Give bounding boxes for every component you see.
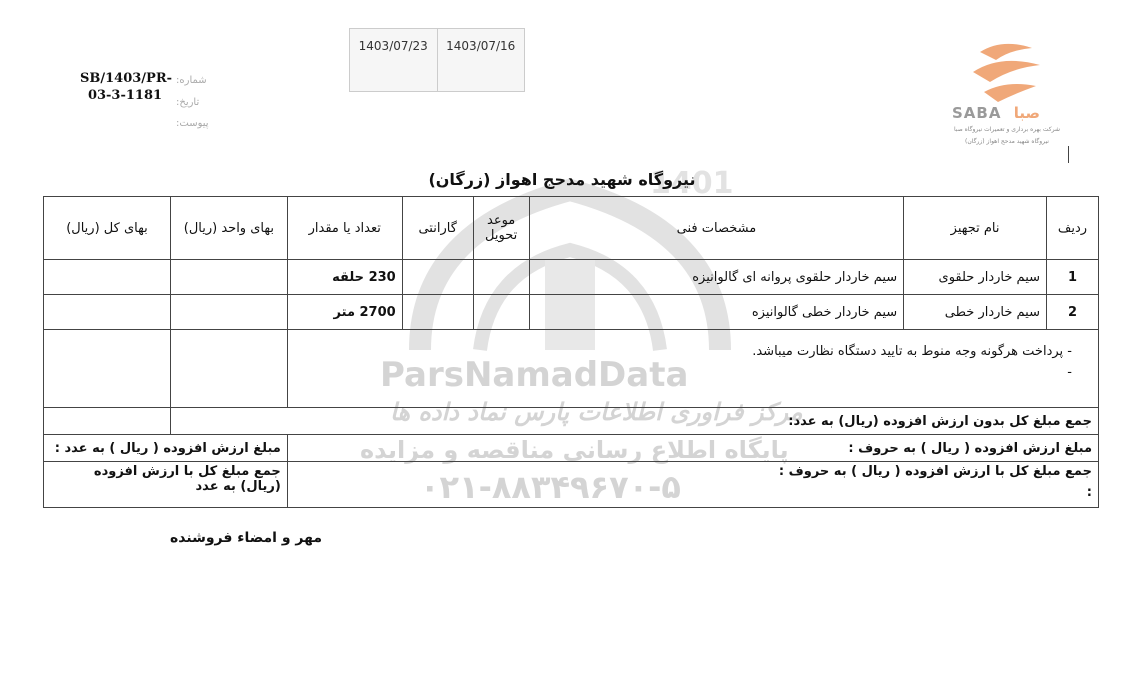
column-header: تعداد یا مقدار <box>287 197 402 260</box>
item-unit-price <box>170 295 287 330</box>
summary-row <box>44 408 1099 435</box>
item-warranty <box>402 260 473 295</box>
column-header: موعد تحویل <box>473 197 529 260</box>
column-header: مشخصات فنی <box>529 197 904 260</box>
date-cell: 1403/07/23 <box>358 39 428 53</box>
logo-brand-fa: صبا <box>1013 104 1040 122</box>
table-row <box>44 260 1099 295</box>
total-without-vat-label: جمع مبلغ کل بدون ارزش افزوده (ریال) به عدد: <box>170 408 1098 435</box>
item-unit-price <box>170 260 287 295</box>
summary-row <box>44 435 1099 462</box>
total-with-vat-digits-label: جمع مبلغ کل با ارزش افزوده (ریال) به عدد <box>44 462 288 508</box>
item-spec: سیم خاردار حلقوی پروانه ای گالوانیزه <box>529 260 904 295</box>
date-box <box>349 28 525 92</box>
item-warranty <box>402 295 473 330</box>
item-name: سیم خاردار خطی <box>904 295 1047 330</box>
logo-subtitle1: شرکت بهره برداری و تعمیرات نیروگاه صبا <box>954 126 1060 133</box>
trailing-colon: : <box>1086 485 1092 500</box>
row-index: 2 <box>1047 295 1099 330</box>
column-header: گارانتی <box>402 197 473 260</box>
meta-label-attachment: پیوست: <box>176 118 209 129</box>
total-with-vat-words-cell <box>287 462 1098 508</box>
watermark-latin: ParsNamadData <box>380 355 689 395</box>
column-header: بهای واحد (ریال) <box>170 197 287 260</box>
date-cell: 1403/07/16 <box>437 29 525 91</box>
vat-words-label: مبلغ ارزش افزوده ( ریال ) به حروف : <box>287 435 1098 462</box>
items-table <box>43 196 1099 508</box>
table-header <box>44 197 1099 260</box>
item-total-price <box>44 295 171 330</box>
summary-blank-cell <box>44 408 171 435</box>
seller-signature-label: مهر و امضاء فروشنده <box>170 530 323 546</box>
item-quantity: 2700 متر <box>287 295 402 330</box>
note-line: - <box>1067 365 1072 380</box>
watermark-number: 1401 <box>650 166 734 201</box>
notes-cell <box>287 330 1098 408</box>
notes-blank-cell <box>44 330 171 408</box>
notes-blank-cell <box>170 330 287 408</box>
item-spec: سیم خاردار خطی گالوانیزه <box>529 295 904 330</box>
logo-subtitle2: نیروگاه شهید مدحج اهواز (زرگان) <box>965 138 1049 145</box>
watermark-phone: ۰۲۱-۸۸۳۴۹۶۷۰-۵ <box>420 468 681 506</box>
item-name: سیم خاردار حلقوی <box>904 260 1047 295</box>
reference-number: SB/1403/PR-03-3-1181 <box>80 71 173 103</box>
meta-label-date: تاریخ: <box>176 97 200 108</box>
note-line: - پرداخت هرگونه وجه منوط به تایید دستگاه نظارت میباشد. <box>752 344 1072 359</box>
watermark-line2: پایگاه اطلاع رسانی مناقصه و مزایده <box>360 436 789 464</box>
total-with-vat-words-label: جمع مبلغ کل با ارزش افزوده ( ریال ) به حروف : <box>778 464 1092 479</box>
saba-logo <box>940 40 1070 150</box>
saba-logo-icon <box>940 40 1070 110</box>
vat-digits-label: مبلغ ارزش افزوده ( ریال ) به عدد : <box>44 435 288 462</box>
table-row <box>44 295 1099 330</box>
notes-row <box>44 330 1099 408</box>
summary-row <box>44 462 1099 508</box>
item-delivery <box>473 295 529 330</box>
meta-label-number: شماره: <box>176 75 207 86</box>
page-title: نیروگاه شهید مدحج اهواز (زرگان) <box>428 170 696 189</box>
row-index: 1 <box>1047 260 1099 295</box>
item-quantity: 230 حلقه <box>287 260 402 295</box>
item-delivery <box>473 260 529 295</box>
column-header: نام تجهیز <box>904 197 1047 260</box>
column-header: بهای کل (ریال) <box>44 197 171 260</box>
logo-brand: SABA <box>952 104 1002 122</box>
watermark-line1: مرکز فراوری اطلاعات پارس نماد داده ها <box>390 398 803 426</box>
margin-mark <box>1068 146 1069 163</box>
column-header: ردیف <box>1047 197 1099 260</box>
item-total-price <box>44 260 171 295</box>
